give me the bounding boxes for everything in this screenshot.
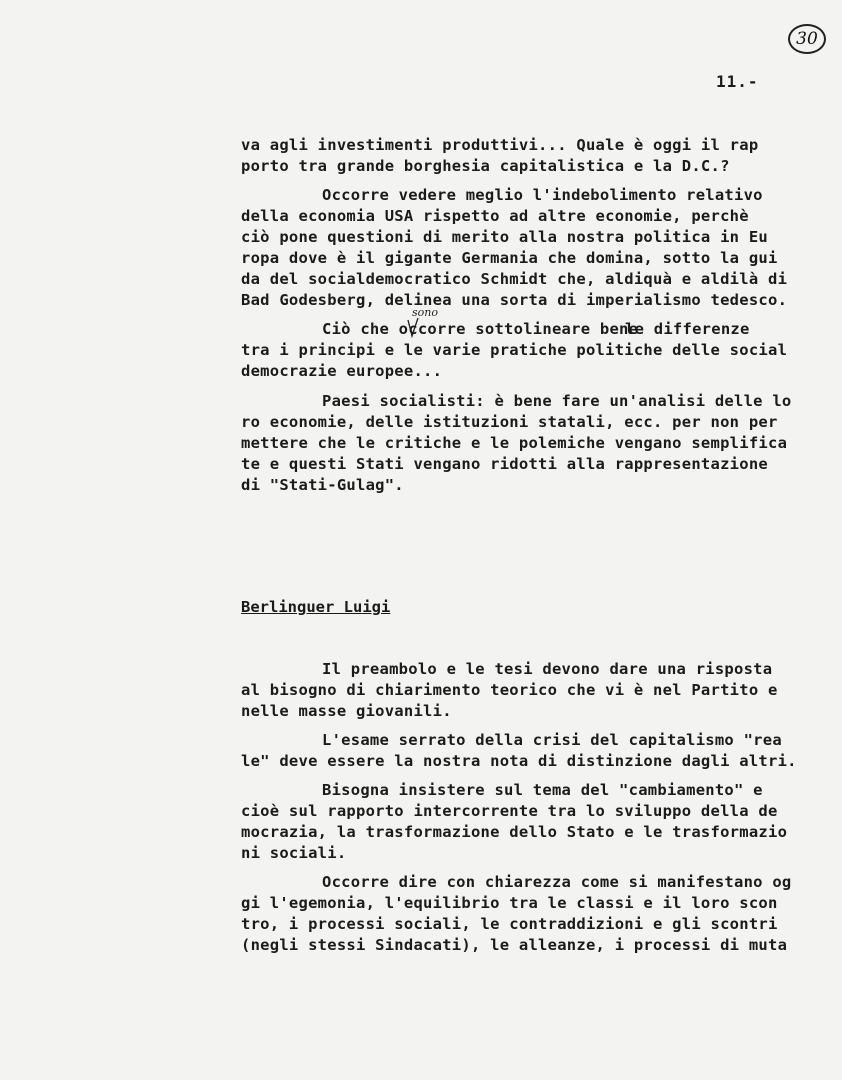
text-line: L'esame serrato della crisi del capitalismo "rea — [322, 731, 782, 749]
text-line: va agli investimenti produttivi... Quale è oggi il rap — [241, 136, 759, 154]
insertion-caret-mark — [406, 316, 420, 340]
text-line: porto tra grande borghesia capitalistica e la D.C.? — [241, 157, 730, 175]
text-line: nelle masse giovanili. — [241, 702, 452, 720]
text-line: mocrazia, la trasformazione dello Stato e le trasformazio — [241, 823, 788, 841]
text-line: le" deve essere la nostra nota di distinzione dagli altri. — [241, 752, 797, 770]
handwritten-insertion: sono — [412, 306, 438, 319]
text-line: ciò pone questioni di merito alla nostra politica in Eu — [241, 228, 768, 246]
text-line: ropa dove è il gigante Germania che domina, sotto la gui — [241, 249, 778, 267]
text-line: della economia USA rispetto ad altre economie, perchè — [241, 207, 749, 225]
text-line: democrazie europee... — [241, 362, 443, 380]
text-line: ro economie, delle istituzioni statali, ecc. per non per — [241, 413, 778, 431]
text-line: tro, i processi sociali, le contraddizioni e gli scontri — [241, 915, 778, 933]
text-line: Ciò che occorre sottolineare bene — [322, 320, 639, 338]
text-line: mettere che le critiche e le polemiche vengano semplifica — [241, 434, 788, 452]
text-line: Bisogna insistere sul tema del "cambiamento" e — [322, 781, 763, 799]
text-line: le differenze — [625, 320, 750, 338]
text-line: da del socialdemocratico Schmidt che, aldiquà e aldilà di — [241, 270, 788, 288]
text-line: ni sociali. — [241, 844, 347, 862]
text-line: Il preambolo e le tesi devono dare una risposta — [322, 660, 773, 678]
text-line: Occorre vedere meglio l'indebolimento relativo — [322, 186, 763, 204]
text-line: Paesi socialisti: è bene fare un'analisi delle lo — [322, 392, 792, 410]
text-line: (negli stessi Sindacati), le alleanze, i processi di muta — [241, 936, 788, 954]
text-line: te e questi Stati vengano ridotti alla rappresentazione — [241, 455, 768, 473]
text-line: gi l'egemonia, l'equilibrio tra le classi e il loro scon — [241, 894, 778, 912]
page-number: 11.- — [716, 72, 759, 91]
text-line: cioè sul rapporto intercorrente tra lo sviluppo della de — [241, 802, 778, 820]
text-line: tra i principi e le varie pratiche politiche delle social — [241, 341, 788, 359]
circled-page-number: 30 — [788, 24, 826, 54]
text-line: Bad Godesberg, delinea una sorta di imperialismo tedesco. — [241, 291, 788, 309]
text-line: al bisogno di chiarimento teorico che vi è nel Partito e — [241, 681, 778, 699]
text-line: Occorre dire con chiarezza come si manifestano og — [322, 873, 792, 891]
speaker-heading: Berlinguer Luigi — [241, 598, 391, 616]
text-line: di "Stati-Gulag". — [241, 476, 404, 494]
